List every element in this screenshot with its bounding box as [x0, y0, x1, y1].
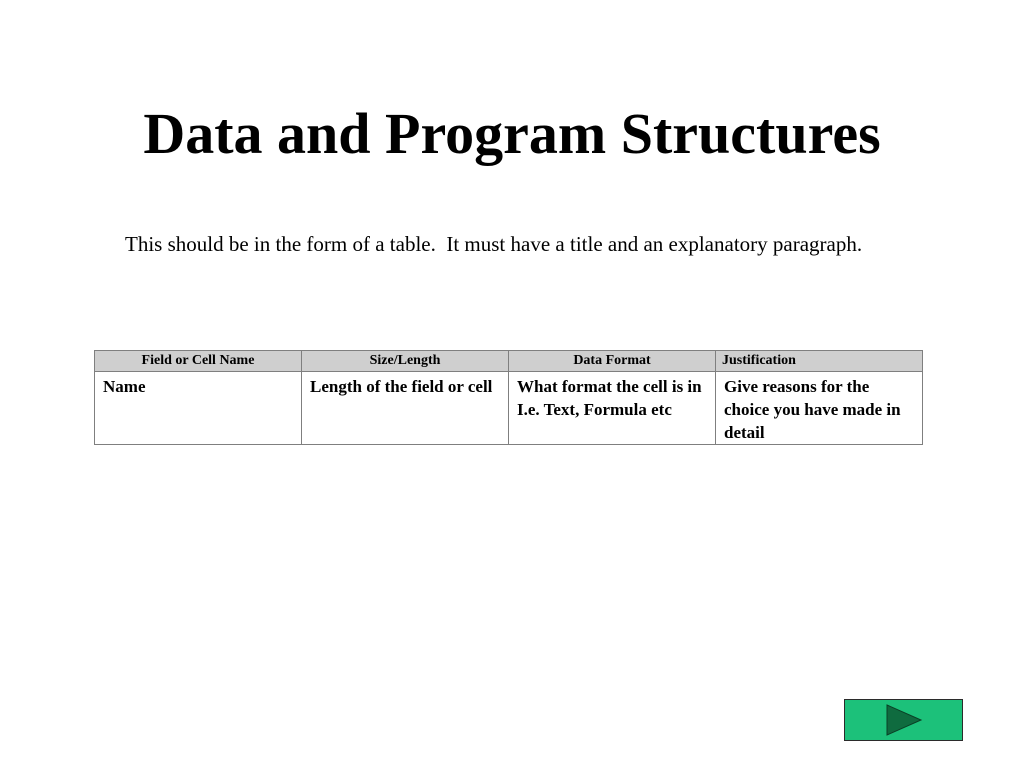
- cell-size-length: Length of the field or cell: [302, 372, 509, 445]
- header-size-length: Size/Length: [302, 351, 509, 372]
- header-data-format: Data Format: [509, 351, 716, 372]
- cell-data-format: What format the cell is in I.e. Text, Formula etc: [509, 372, 716, 445]
- play-triangle-icon: [884, 703, 924, 737]
- cell-justification: Give reasons for the choice you have made in detail: [716, 372, 923, 445]
- cell-field-name: Name: [95, 372, 302, 445]
- intro-paragraph: This should be in the form of a table. It must have a title and an explanatory paragraph.: [125, 232, 863, 256]
- data-structure-table: [94, 350, 923, 445]
- next-slide-button[interactable]: [844, 699, 963, 741]
- header-justification: Justification: [716, 351, 923, 372]
- table-header-row: [95, 351, 923, 372]
- header-field-name: Field or Cell Name: [95, 351, 302, 372]
- slide-title: Data and Program Structures: [143, 101, 881, 166]
- table-row: [95, 372, 923, 445]
